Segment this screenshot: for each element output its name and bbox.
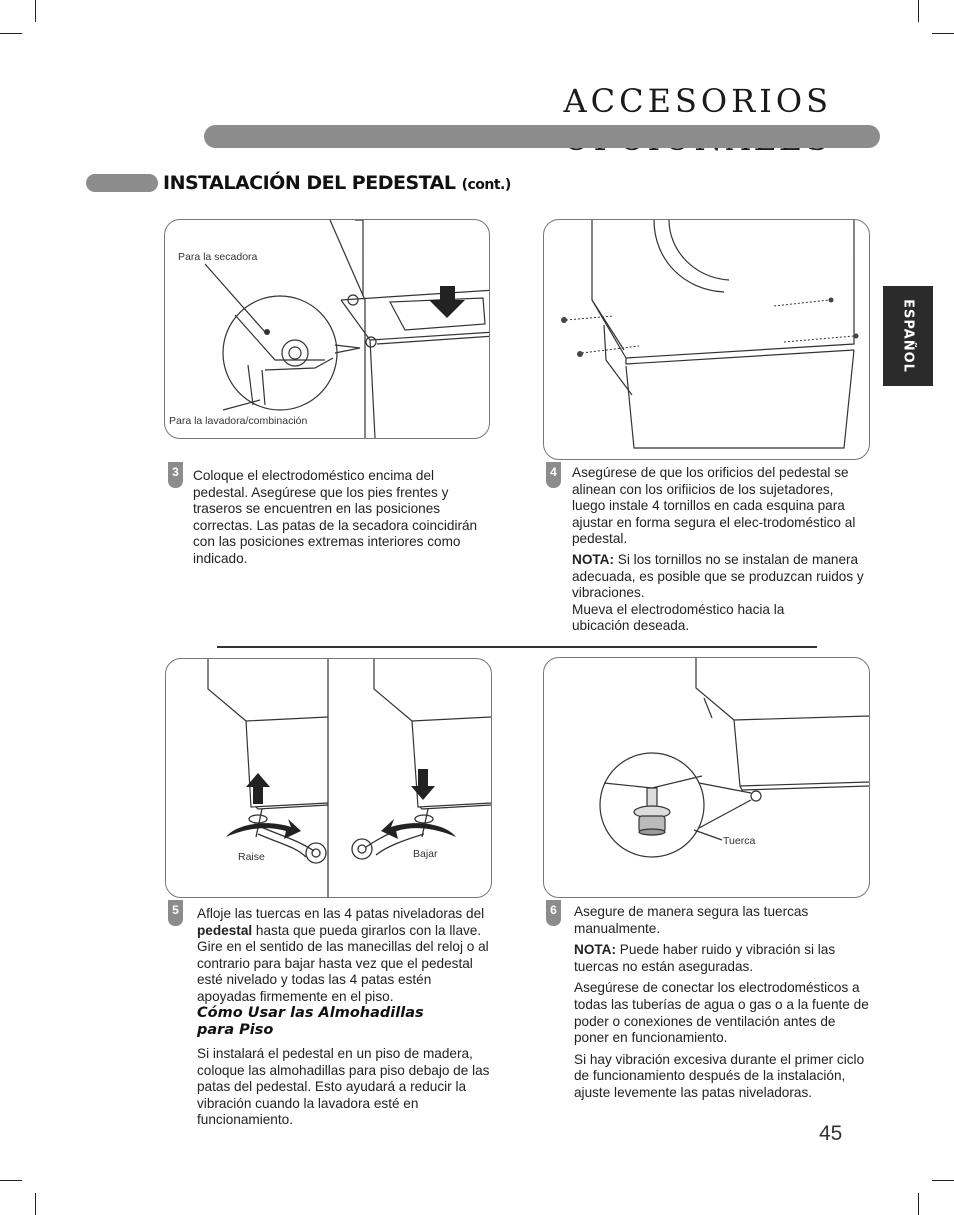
- language-tab-label: ESPAÑOL: [900, 299, 916, 373]
- step-6-note-label: NOTA:: [574, 942, 617, 958]
- step-5-text: [197, 906, 492, 1010]
- label-dryer: Para la secadora: [178, 251, 258, 263]
- step-badge-5: 5: [168, 900, 183, 926]
- step-6-para-2: Asegúrese de conectar los electrodomésticos a todas las tuberías de agua o gas o a la fuente de poder o conexiones de ventilación antes de poner en funcionamiento.: [574, 980, 869, 1046]
- label-raise: Raise: [238, 851, 265, 863]
- crop-mark: [0, 1180, 22, 1181]
- title-bar: [204, 125, 880, 148]
- section-title-suffix: (cont.): [461, 177, 511, 193]
- label-nut: Tuerca: [723, 835, 756, 847]
- step-5-text-after: hasta que pueda girarlos con la llave. Gire en el sentido de las manecillas del reloj o al contrario para bajar hasta vez que el pedestal esté nivelado y todas las 4 patas estén apoyadas firmemente en el piso.: [197, 922, 489, 1004]
- section-divider: [217, 646, 817, 648]
- tighten-nut-illustration: [544, 658, 869, 897]
- step-5-instruction: [197, 906, 492, 1006]
- step-badge-4: 4: [546, 462, 561, 488]
- language-tab: [883, 286, 933, 386]
- section-title-text: INSTALACIÓN DEL PEDESTAL: [163, 172, 456, 194]
- step-5-text-before: Afloje las tuercas en las 4 patas niveladoras del: [197, 906, 485, 921]
- step-badge-6: 6: [546, 900, 561, 926]
- step-6-note-text: Puede haber ruido y vibración si las tuercas no están aseguradas.: [574, 942, 836, 974]
- step-4-note-label: NOTA:: [572, 551, 615, 567]
- step-4-extra: Mueva el electrodoméstico hacia la ubicación deseada.: [572, 601, 785, 634]
- step-4-note: [572, 552, 870, 602]
- step-3-text: Coloque el electrodoméstico encima del pedestal. Asegúrese que los pies frentes y traseros se encuentren en las posiciones correctas. Las patas de la secadora coincidirán con las posiciones extremas interiores como indicado.: [193, 468, 478, 566]
- step-6-instruction: Asegure de manera segura las tuercas manualmente.: [574, 904, 809, 936]
- label-lower: Bajar: [413, 848, 438, 860]
- crop-mark: [918, 1193, 919, 1215]
- step-6-para-3: Si hay vibración excesiva durante el primer ciclo de funcionamiento después de la instalación, ajuste levemente las patas niveladoras.: [574, 1051, 865, 1100]
- section-pill: [86, 174, 158, 192]
- step-4-instruction: Asegúrese de que los orificios del pedestal se alinean con los orifiicios de los sujetadores, luego instale 4 tornillos en cada esquina para ajustar en forma segura el elec-trodoméstico al pedestal.: [572, 465, 856, 547]
- label-washer: Para la lavadora/combinación: [169, 415, 308, 427]
- figure-step-6: [543, 657, 870, 898]
- step-6-text: [574, 904, 870, 1106]
- leveling-legs-illustration: [166, 659, 491, 897]
- section-title: [163, 172, 511, 194]
- crop-mark: [35, 1193, 36, 1215]
- step-badge-3: 3: [168, 462, 183, 488]
- floor-pads-text: Si instalará el pedestal en un piso de madera, coloque las almohadillas para piso debajo de las patas del pedestal. Esto ayudará a reducir la vibración cuando la lavadora esté en funcionamiento.: [197, 1046, 490, 1128]
- crop-mark: [0, 33, 22, 34]
- step-4-text: [572, 465, 870, 639]
- crop-mark: [932, 33, 954, 34]
- step-4-note-text: Si los tornillos no se instalan de manera adecuada, es posible que se produzcan ruidos y vibraciones.: [572, 551, 864, 601]
- step-5-text-bold: pedestal: [197, 922, 253, 938]
- screws-installation-illustration: [544, 220, 869, 459]
- figure-step-5: [165, 658, 492, 898]
- crop-mark: [918, 0, 919, 22]
- figure-step-4: [543, 219, 870, 460]
- crop-mark: [35, 0, 36, 22]
- step-6-note: [574, 942, 870, 975]
- page-number: 45: [819, 1122, 843, 1145]
- floor-pads-heading: Cómo Usar las Almohadillas para Piso: [197, 1005, 424, 1038]
- page-title: ACCESORIOS: [563, 82, 832, 120]
- figure-step-3: [164, 219, 490, 439]
- crop-mark: [932, 1180, 954, 1181]
